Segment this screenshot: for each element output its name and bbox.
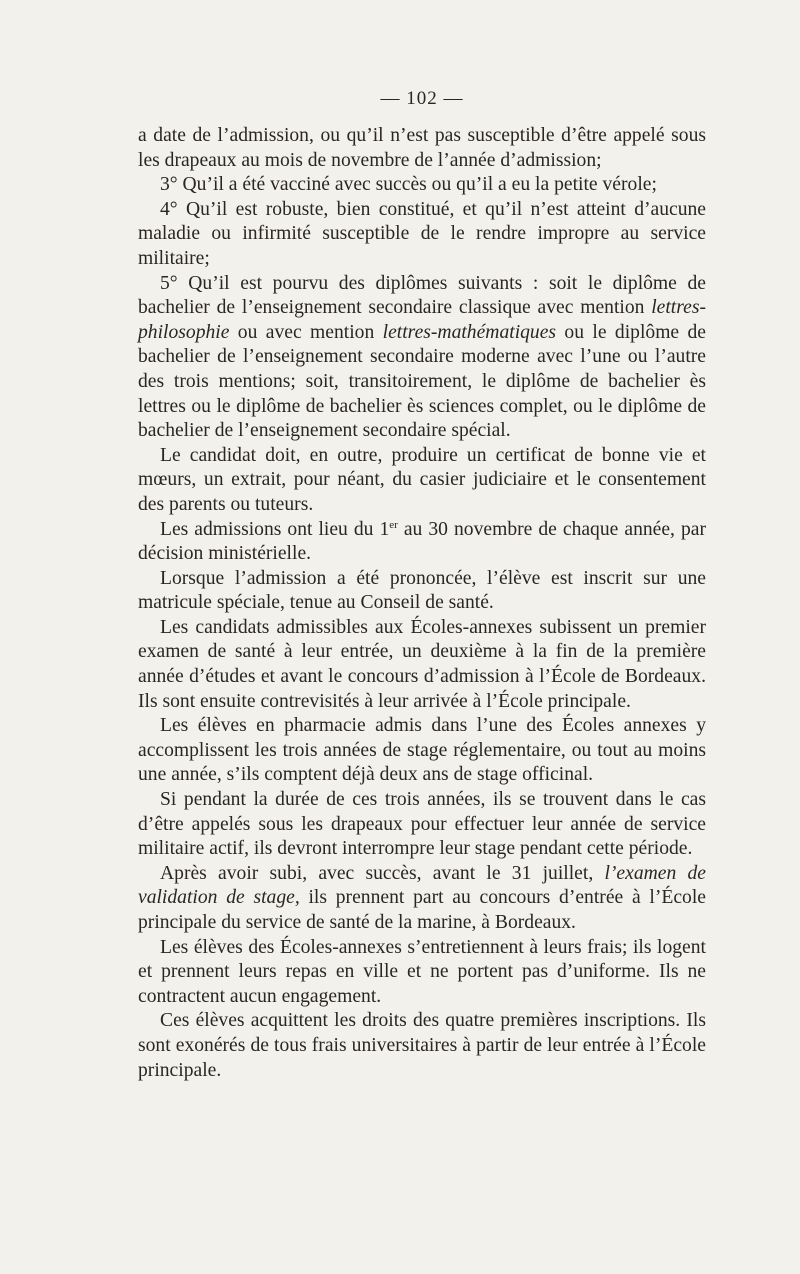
text-segment: Les élèves des Écoles-annexes s’entretiennent à leurs frais; ils logent et prennent leurs repas en ville et ne portent pas d’uniforme. Ils ne contractent aucun engagement. [138, 936, 706, 1007]
text-segment: Les admissions ont lieu du 1 [160, 518, 390, 540]
text-segment: 4° Qu’il est robuste, bien constitué, et qu’il n’est atteint d’aucune maladie ou infirmité susceptible de le rendre impropre au service militaire; [138, 198, 706, 269]
paragraph [138, 444, 706, 518]
paragraph [138, 567, 706, 616]
text-segment: Le candidat doit, en outre, produire un certificat de bonne vie et mœurs, un extrait, pour néant, du casier judiciaire et le consentement des parents ou tuteurs. [138, 444, 706, 515]
paragraph [138, 124, 706, 173]
paragraph [138, 788, 706, 862]
paragraph [138, 173, 706, 198]
paragraph [138, 714, 706, 788]
paragraph [138, 272, 706, 444]
text-segment: 5° Qu’il est pourvu des diplômes suivants : soit le diplôme de bachelier de l’enseignement secondaire classique avec mention [138, 272, 706, 319]
paragraph [138, 198, 706, 272]
superscript: er [389, 518, 398, 531]
paragraph [138, 936, 706, 1010]
text-segment: Lorsque l’admission a été prononcée, l’élève est inscrit sur une matricule spéciale, tenue au Conseil de santé. [138, 567, 706, 614]
paragraph [138, 616, 706, 714]
text-segment: Ces élèves acquittent les droits des quatre premières inscriptions. Ils sont exonérés de tous frais universitaires à partir de leur entrée à l’École principale. [138, 1010, 706, 1081]
text-segment: ils prennent part au concours d’entrée à l’École principale du service de santé de la marine, à Bordeaux. [138, 887, 706, 933]
body-text [138, 124, 706, 1083]
paragraph [138, 1009, 706, 1083]
paragraph [138, 862, 706, 936]
text-segment: ou le diplôme de bachelier de l’enseignement secondaire moderne avec l’une ou l’autre des trois mentions; soit, transitoirement, le diplôme de bachelier ès lettres ou le diplôme de bachelier ès sciences complet, ou le diplôme de bachelier de l’enseignement secondaire spécial. [138, 321, 706, 442]
text-segment: au 30 novembre de chaque année, par décision ministérielle. [138, 518, 706, 565]
text-segment: Si pendant la durée de ces trois années, ils se trouvent dans le cas d’être appelés sous les drapeaux pour effectuer leur année de service militaire actif, ils devront interrompre leur stage pendant cette période. [138, 789, 706, 860]
text-segment: Les candidats admissibles aux Écoles-annexes subissent un premier examen de santé à leur entrée, un deuxième à la fin de la première année d’études et avant le concours d’admission à l’École de Bordeaux. Ils sont ensuite contrevisités à leur arrivée à l’École principale. [138, 616, 706, 712]
italic-text: l’examen de validation de stage, [138, 862, 706, 909]
paragraph [138, 518, 706, 567]
text-segment: Les élèves en pharmacie admis dans l’une des Écoles annexes y accomplissent les trois années de stage réglementaire, ou tout au moins une année, s’ils comptent déjà deux ans de stage officinal. [138, 715, 706, 786]
italic-text: lettres-philosophie [138, 297, 706, 343]
italic-text: lettres-mathématiques [382, 321, 557, 343]
text-segment: Après avoir subi, avec succès, avant le 31 juillet, [160, 862, 605, 884]
text-segment: 3° Qu’il a été vacciné avec succès ou qu’il a eu la petite vérole; [160, 174, 657, 196]
page-number: — 102 — [380, 88, 464, 109]
text-segment: ou avec mention [229, 321, 383, 343]
text-segment: a date de l’admission, ou qu’il n’est pas susceptible d’être appelé sous les drapeaux au mois de novembre de l’année d’admission; [138, 125, 706, 171]
